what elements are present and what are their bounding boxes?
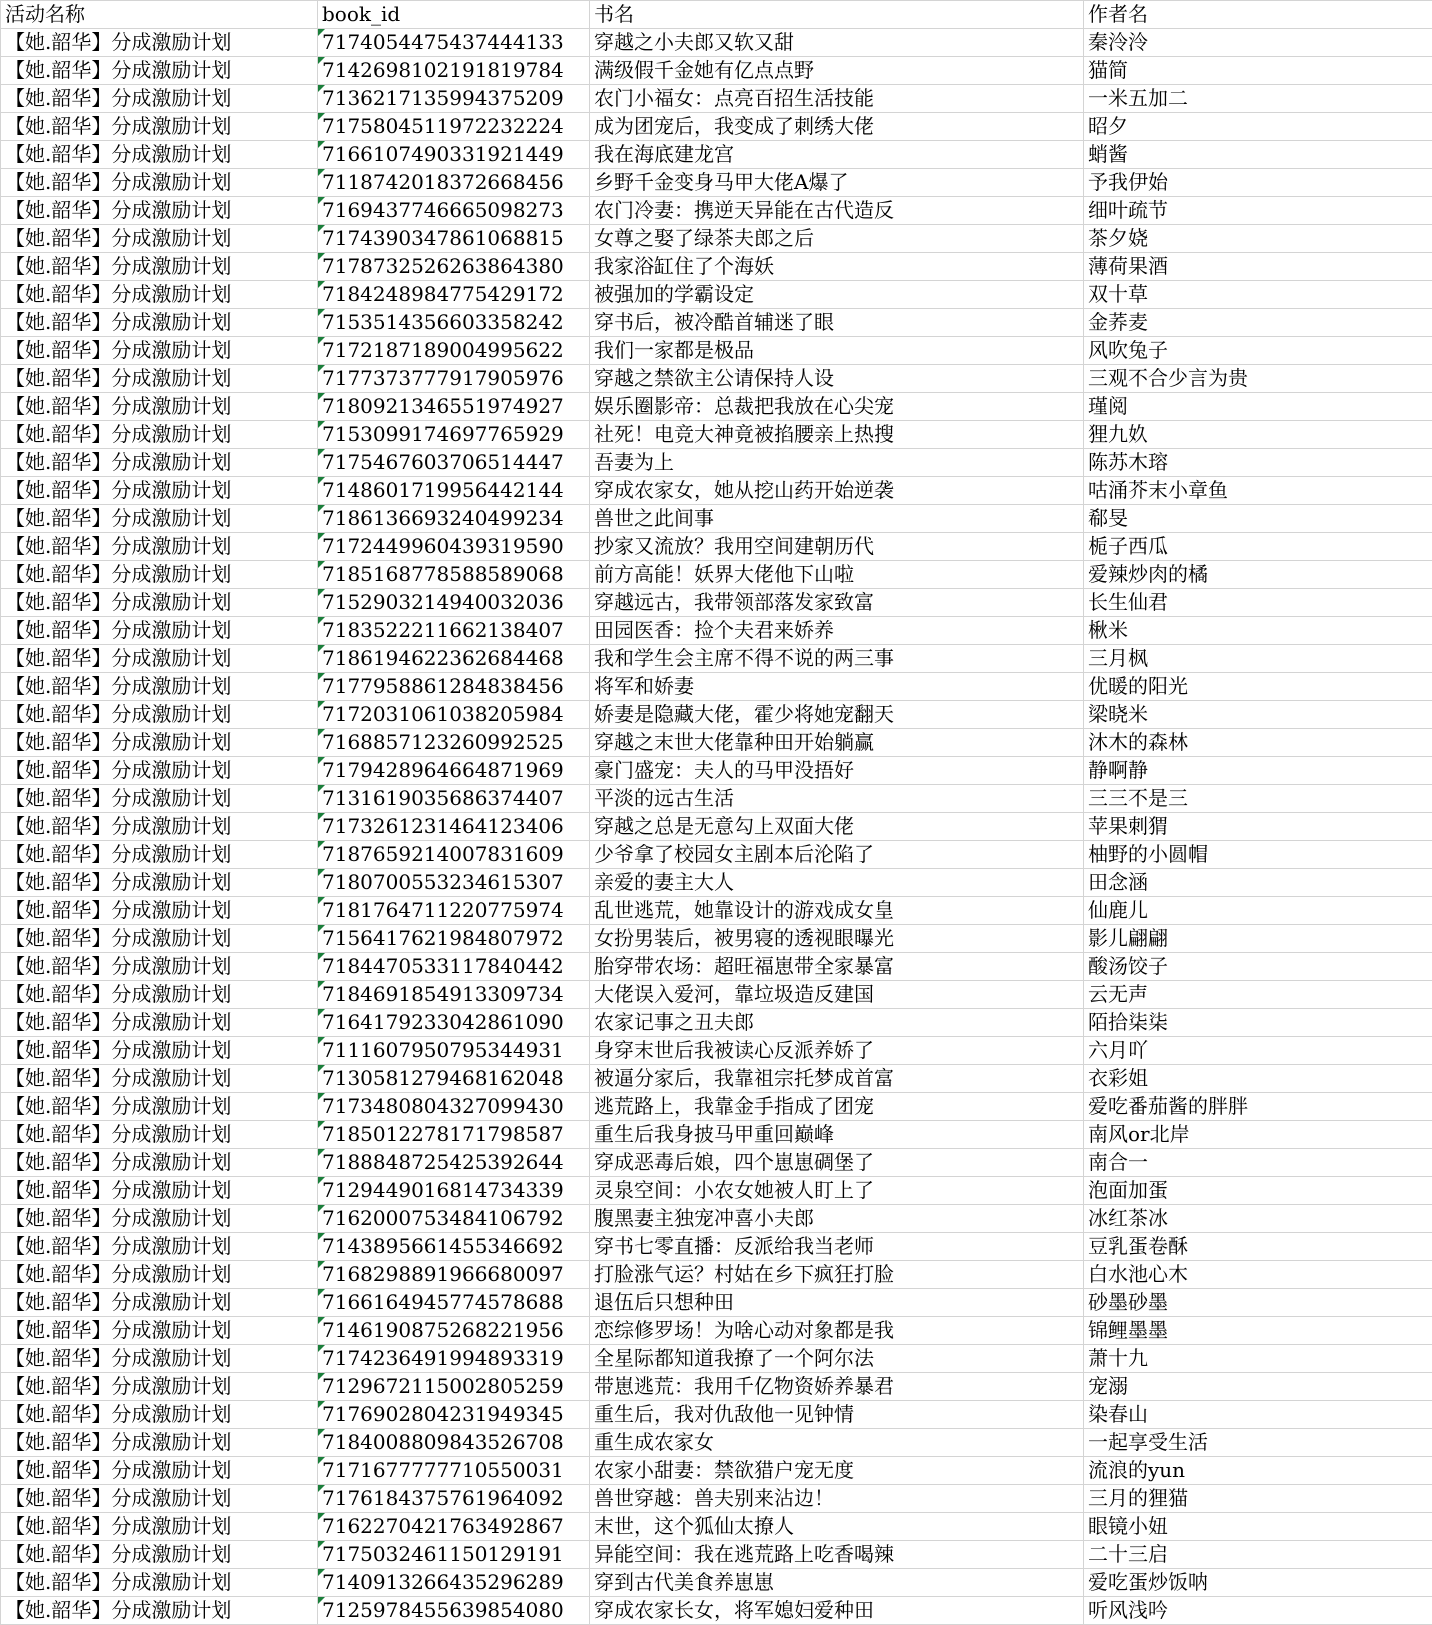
book-title-cell[interactable]: 农家小甜妻：禁欲猎户宠无度 <box>590 1457 1084 1485</box>
book-title-cell[interactable]: 社死！电竞大神竟被掐腰亲上热搜 <box>590 421 1084 449</box>
table-row <box>1 617 1432 645</box>
book-id-cell[interactable]: 7184248984775429172 <box>318 281 590 309</box>
activity-name-cell[interactable]: 【她.韶华】分成激励计划 <box>1 673 318 701</box>
activity-name-cell[interactable]: 【她.韶华】分成激励计划 <box>1 29 318 57</box>
book-id-cell[interactable]: 7153099174697765929 <box>318 421 590 449</box>
author-name-cell[interactable]: 泡面加蛋 <box>1084 1177 1432 1205</box>
book-title-cell[interactable]: 重生后我身披马甲重回巅峰 <box>590 1121 1084 1149</box>
book-id-cell[interactable]: 7174054475437444133 <box>318 29 590 57</box>
activity-name-cell[interactable]: 【她.韶华】分成激励计划 <box>1 1485 318 1513</box>
book-title-cell[interactable]: 我和学生会主席不得不说的两三事 <box>590 645 1084 673</box>
book-title-cell[interactable]: 成为团宠后，我变成了刺绣大佬 <box>590 113 1084 141</box>
activity-name-cell[interactable]: 【她.韶华】分成激励计划 <box>1 1065 318 1093</box>
table-row <box>1 1457 1432 1485</box>
book-id-cell[interactable]: 7118742018372668456 <box>318 169 590 197</box>
author-name-cell[interactable]: 蛸酱 <box>1084 141 1432 169</box>
author-name-cell[interactable]: 栀子西瓜 <box>1084 533 1432 561</box>
table-row <box>1 1541 1432 1569</box>
table-row <box>1 477 1432 505</box>
author-name-cell[interactable]: 爱辣炒肉的橘 <box>1084 561 1432 589</box>
author-name-cell[interactable]: 六月吖 <box>1084 1037 1432 1065</box>
author-name-cell[interactable]: 优暖的阳光 <box>1084 673 1432 701</box>
book-id-cell[interactable]: 7130581279468162048 <box>318 1065 590 1093</box>
book-title-cell[interactable]: 我家浴缸住了个海妖 <box>590 253 1084 281</box>
book-title-cell[interactable]: 农家记事之丑夫郎 <box>590 1009 1084 1037</box>
author-name-cell[interactable]: 瑾阅 <box>1084 393 1432 421</box>
table-row <box>1 1513 1432 1541</box>
table-body <box>1 29 1432 1625</box>
book-title-cell[interactable]: 穿书后，被冷酷首辅迷了眼 <box>590 309 1084 337</box>
activity-name-cell[interactable]: 【她.韶华】分成激励计划 <box>1 897 318 925</box>
book-title-cell[interactable]: 农门冷妻：携逆天异能在古代造反 <box>590 197 1084 225</box>
book-id-cell[interactable]: 7180700553234615307 <box>318 869 590 897</box>
table-row <box>1 813 1432 841</box>
author-name-cell[interactable]: 宠溺 <box>1084 1373 1432 1401</box>
author-name-cell[interactable]: 静啊静 <box>1084 757 1432 785</box>
table-row <box>1 673 1432 701</box>
table-row <box>1 1093 1432 1121</box>
table-row <box>1 561 1432 589</box>
author-name-cell[interactable]: 染春山 <box>1084 1401 1432 1429</box>
book-title-cell[interactable]: 带崽逃荒：我用千亿物资娇养暴君 <box>590 1373 1084 1401</box>
activity-name-cell[interactable]: 【她.韶华】分成激励计划 <box>1 1289 318 1317</box>
activity-name-cell[interactable]: 【她.韶华】分成激励计划 <box>1 701 318 729</box>
book-title-cell[interactable]: 少爷拿了校园女主剧本后沦陷了 <box>590 841 1084 869</box>
activity-name-cell[interactable]: 【她.韶华】分成激励计划 <box>1 1121 318 1149</box>
activity-name-cell[interactable]: 【她.韶华】分成激励计划 <box>1 589 318 617</box>
book-id-cell[interactable]: 7174236491994893319 <box>318 1345 590 1373</box>
table-row <box>1 981 1432 1009</box>
author-name-cell[interactable]: 一起享受生活 <box>1084 1429 1432 1457</box>
table-row <box>1 141 1432 169</box>
author-name-cell[interactable]: 豆乳蛋卷酥 <box>1084 1233 1432 1261</box>
table-row <box>1 729 1432 757</box>
table-row <box>1 701 1432 729</box>
book-title-cell[interactable]: 打脸涨气运？村姑在乡下疯狂打脸 <box>590 1261 1084 1289</box>
author-name-cell[interactable]: 薄荷果酒 <box>1084 253 1432 281</box>
author-name-cell[interactable]: 细叶疏节 <box>1084 197 1432 225</box>
activity-name-cell[interactable]: 【她.韶华】分成激励计划 <box>1 645 318 673</box>
table-row <box>1 253 1432 281</box>
activity-name-cell[interactable]: 【她.韶华】分成激励计划 <box>1 869 318 897</box>
activity-name-cell[interactable]: 【她.韶华】分成激励计划 <box>1 1429 318 1457</box>
activity-name-cell[interactable]: 【她.韶华】分成激励计划 <box>1 365 318 393</box>
book-title-cell[interactable]: 娱乐圈影帝：总裁把我放在心尖宠 <box>590 393 1084 421</box>
author-name-cell[interactable]: 长生仙君 <box>1084 589 1432 617</box>
book-title-cell[interactable]: 乱世逃荒，她靠设计的游戏成女皇 <box>590 897 1084 925</box>
book-id-cell[interactable]: 7169437746665098273 <box>318 197 590 225</box>
author-name-cell[interactable]: 流浪的yun <box>1084 1457 1432 1485</box>
book-id-cell[interactable]: 7185168778588589068 <box>318 561 590 589</box>
table-row <box>1 645 1432 673</box>
book-title-cell[interactable]: 穿成农家女，她从挖山药开始逆袭 <box>590 477 1084 505</box>
book-id-cell[interactable]: 7172031061038205984 <box>318 701 590 729</box>
author-name-cell[interactable]: 昭夕 <box>1084 113 1432 141</box>
table-row <box>1 1121 1432 1149</box>
book-id-cell[interactable]: 7185012278171798587 <box>318 1121 590 1149</box>
book-title-cell[interactable]: 穿越之小夫郎又软又甜 <box>590 29 1084 57</box>
book-id-cell[interactable]: 7172187189004995622 <box>318 337 590 365</box>
book-id-cell[interactable]: 7184470533117840442 <box>318 953 590 981</box>
activity-name-cell[interactable]: 【她.韶华】分成激励计划 <box>1 141 318 169</box>
book-title-cell[interactable]: 穿成恶毒后娘，四个崽崽碉堡了 <box>590 1149 1084 1177</box>
table-row <box>1 1597 1432 1625</box>
activity-name-cell[interactable]: 【她.韶华】分成激励计划 <box>1 617 318 645</box>
author-name-cell[interactable]: 听风浅吟 <box>1084 1597 1432 1625</box>
book-title-cell[interactable]: 身穿末世后我被读心反派养娇了 <box>590 1037 1084 1065</box>
author-name-cell[interactable]: 秦泠泠 <box>1084 29 1432 57</box>
book-title-cell[interactable]: 田园医香：捡个夫君来娇养 <box>590 617 1084 645</box>
book-title-cell[interactable]: 异能空间：我在逃荒路上吃香喝辣 <box>590 1541 1084 1569</box>
book-title-cell[interactable]: 满级假千金她有亿点点野 <box>590 57 1084 85</box>
book-id-cell[interactable]: 7168298891966680097 <box>318 1261 590 1289</box>
table-row <box>1 897 1432 925</box>
book-title-cell[interactable]: 被强加的学霸设定 <box>590 281 1084 309</box>
table-row <box>1 281 1432 309</box>
book-title-cell[interactable]: 穿越之禁欲主公请保持人设 <box>590 365 1084 393</box>
book-id-cell[interactable]: 7175804511972232224 <box>318 113 590 141</box>
book-id-cell[interactable]: 7177373777917905976 <box>318 365 590 393</box>
activity-name-cell[interactable]: 【她.韶华】分成激励计划 <box>1 1261 318 1289</box>
book-title-cell[interactable]: 穿书七零直播：反派给我当老师 <box>590 1233 1084 1261</box>
table-row <box>1 57 1432 85</box>
activity-name-cell[interactable]: 【她.韶华】分成激励计划 <box>1 281 318 309</box>
author-name-cell[interactable]: 锦鲤墨墨 <box>1084 1317 1432 1345</box>
activity-name-cell[interactable]: 【她.韶华】分成激励计划 <box>1 1513 318 1541</box>
book-title-cell[interactable]: 我在海底建龙宫 <box>590 141 1084 169</box>
book-title-cell[interactable]: 农门小福女：点亮百招生活技能 <box>590 85 1084 113</box>
book-id-cell[interactable]: 7178732526263864380 <box>318 253 590 281</box>
book-id-cell[interactable]: 7156417621984807972 <box>318 925 590 953</box>
book-id-cell[interactable]: 7177958861284838456 <box>318 673 590 701</box>
book-id-cell[interactable]: 7142698102191819784 <box>318 57 590 85</box>
author-name-cell[interactable]: 三三不是三 <box>1084 785 1432 813</box>
author-name-cell[interactable]: 爱吃蛋炒饭呐 <box>1084 1569 1432 1597</box>
table-row <box>1 757 1432 785</box>
book-title-cell[interactable]: 前方高能！妖界大佬他下山啦 <box>590 561 1084 589</box>
author-name-cell[interactable]: 咕涌芥末小章鱼 <box>1084 477 1432 505</box>
table-row <box>1 1261 1432 1289</box>
author-name-cell[interactable]: 三观不合少言为贵 <box>1084 365 1432 393</box>
book-title-cell[interactable]: 穿越远古，我带领部落发家致富 <box>590 589 1084 617</box>
book-id-cell[interactable]: 7146190875268221956 <box>318 1317 590 1345</box>
book-title-cell[interactable]: 豪门盛宠：夫人的马甲没捂好 <box>590 757 1084 785</box>
book-id-cell[interactable]: 7125978455639854080 <box>318 1597 590 1625</box>
book-id-cell[interactable]: 7166107490331921449 <box>318 141 590 169</box>
table-row <box>1 589 1432 617</box>
book-id-cell[interactable]: 7184008809843526708 <box>318 1429 590 1457</box>
activity-name-cell[interactable]: 【她.韶华】分成激励计划 <box>1 309 318 337</box>
book-id-cell[interactable]: 7168857123260992525 <box>318 729 590 757</box>
activity-name-cell[interactable]: 【她.韶华】分成激励计划 <box>1 1373 318 1401</box>
author-name-cell[interactable]: 冰红茶冰 <box>1084 1205 1432 1233</box>
book-title-cell[interactable]: 穿越之末世大佬靠种田开始躺赢 <box>590 729 1084 757</box>
activity-name-cell[interactable]: 【她.韶华】分成激励计划 <box>1 337 318 365</box>
activity-name-cell[interactable]: 【她.韶华】分成激励计划 <box>1 449 318 477</box>
activity-name-cell[interactable]: 【她.韶华】分成激励计划 <box>1 925 318 953</box>
activity-name-cell[interactable]: 【她.韶华】分成激励计划 <box>1 1345 318 1373</box>
table-row <box>1 1429 1432 1457</box>
author-name-cell[interactable]: 一米五加二 <box>1084 85 1432 113</box>
author-name-cell[interactable]: 梁晓米 <box>1084 701 1432 729</box>
activity-name-cell[interactable]: 【她.韶华】分成激励计划 <box>1 477 318 505</box>
book-title-cell[interactable]: 重生后，我对仇敌他一见钟情 <box>590 1401 1084 1429</box>
book-id-cell[interactable]: 7171677777710550031 <box>318 1457 590 1485</box>
book-id-cell[interactable]: 7175467603706514447 <box>318 449 590 477</box>
book-id-cell[interactable]: 7184691854913309734 <box>318 981 590 1009</box>
book-id-cell[interactable]: 7180921346551974927 <box>318 393 590 421</box>
author-name-cell[interactable]: 眼镜小妞 <box>1084 1513 1432 1541</box>
book-title-cell[interactable]: 我们一家都是极品 <box>590 337 1084 365</box>
book-id-cell[interactable]: 7111607950795344931 <box>318 1037 590 1065</box>
activity-name-cell[interactable]: 【她.韶华】分成激励计划 <box>1 253 318 281</box>
activity-name-cell[interactable]: 【她.韶华】分成激励计划 <box>1 561 318 589</box>
author-name-cell[interactable]: 沐木的森林 <box>1084 729 1432 757</box>
book-title-cell[interactable]: 全星际都知道我撩了一个阿尔法 <box>590 1345 1084 1373</box>
table-row <box>1 29 1432 57</box>
book-id-cell[interactable]: 7187659214007831609 <box>318 841 590 869</box>
book-id-cell[interactable]: 7164179233042861090 <box>318 1009 590 1037</box>
table-row <box>1 1149 1432 1177</box>
author-name-cell[interactable]: 南合一 <box>1084 1149 1432 1177</box>
author-name-cell[interactable]: 双十草 <box>1084 281 1432 309</box>
table-row <box>1 337 1432 365</box>
activity-name-cell[interactable]: 【她.韶华】分成激励计划 <box>1 1149 318 1177</box>
book-id-cell[interactable]: 7162000753484106792 <box>318 1205 590 1233</box>
book-title-cell[interactable]: 穿越之总是无意勾上双面大佬 <box>590 813 1084 841</box>
table-row <box>1 785 1432 813</box>
activity-name-cell[interactable]: 【她.韶华】分成激励计划 <box>1 757 318 785</box>
book-title-cell[interactable]: 女尊之娶了绿茶夫郎之后 <box>590 225 1084 253</box>
author-name-cell[interactable]: 三月的狸猫 <box>1084 1485 1432 1513</box>
activity-name-cell[interactable]: 【她.韶华】分成激励计划 <box>1 85 318 113</box>
book-title-cell[interactable]: 穿到古代美食养崽崽 <box>590 1569 1084 1597</box>
activity-name-cell[interactable]: 【她.韶华】分成激励计划 <box>1 1317 318 1345</box>
author-name-cell[interactable]: 仙鹿儿 <box>1084 897 1432 925</box>
book-id-cell[interactable]: 7173261231464123406 <box>318 813 590 841</box>
activity-name-cell[interactable]: 【她.韶华】分成激励计划 <box>1 113 318 141</box>
column-header-book-title[interactable]: 书名 <box>590 1 1084 29</box>
table-row <box>1 393 1432 421</box>
book-title-cell[interactable]: 恋综修罗场！为啥心动对象都是我 <box>590 1317 1084 1345</box>
activity-name-cell[interactable]: 【她.韶华】分成激励计划 <box>1 1177 318 1205</box>
author-name-cell[interactable]: 云无声 <box>1084 981 1432 1009</box>
activity-name-cell[interactable]: 【她.韶华】分成激励计划 <box>1 197 318 225</box>
activity-name-cell[interactable]: 【她.韶华】分成激励计划 <box>1 393 318 421</box>
activity-name-cell[interactable]: 【她.韶华】分成激励计划 <box>1 841 318 869</box>
book-title-cell[interactable]: 吾妻为上 <box>590 449 1084 477</box>
author-name-cell[interactable]: 爱吃番茄酱的胖胖 <box>1084 1093 1432 1121</box>
book-id-cell[interactable]: 7153514356603358242 <box>318 309 590 337</box>
table-row <box>1 113 1432 141</box>
table-row <box>1 1177 1432 1205</box>
book-title-cell[interactable]: 逃荒路上，我靠金手指成了团宠 <box>590 1093 1084 1121</box>
author-name-cell[interactable]: 南风or北岸 <box>1084 1121 1432 1149</box>
activity-name-cell[interactable]: 【她.韶华】分成激励计划 <box>1 1597 318 1625</box>
activity-name-cell[interactable]: 【她.韶华】分成激励计划 <box>1 57 318 85</box>
book-id-cell[interactable]: 7152903214940032036 <box>318 589 590 617</box>
header-row <box>1 1 1432 29</box>
table-row <box>1 841 1432 869</box>
table-row <box>1 1373 1432 1401</box>
book-id-cell[interactable]: 7148601719956442144 <box>318 477 590 505</box>
book-title-cell[interactable]: 兽世之此间事 <box>590 505 1084 533</box>
table-row <box>1 1289 1432 1317</box>
author-name-cell[interactable]: 予我伊始 <box>1084 169 1432 197</box>
book-title-cell[interactable]: 兽世穿越：兽夫别来沾边！ <box>590 1485 1084 1513</box>
table-row <box>1 225 1432 253</box>
table-row <box>1 169 1432 197</box>
book-id-cell[interactable]: 7175032461150129191 <box>318 1541 590 1569</box>
author-name-cell[interactable]: 影儿翩翩 <box>1084 925 1432 953</box>
author-name-cell[interactable]: 苹果刺猬 <box>1084 813 1432 841</box>
author-name-cell[interactable]: 金荞麦 <box>1084 309 1432 337</box>
book-id-cell[interactable]: 7181764711220775974 <box>318 897 590 925</box>
column-header-author-name[interactable]: 作者名 <box>1084 1 1432 29</box>
author-name-cell[interactable]: 三月枫 <box>1084 645 1432 673</box>
author-name-cell[interactable]: 田念涵 <box>1084 869 1432 897</box>
book-title-cell[interactable]: 腹黑妻主独宠冲喜小夫郎 <box>590 1205 1084 1233</box>
book-id-cell[interactable]: 7166164945774578688 <box>318 1289 590 1317</box>
table-row <box>1 1037 1432 1065</box>
book-title-cell[interactable]: 灵泉空间：小农女她被人盯上了 <box>590 1177 1084 1205</box>
book-title-cell[interactable]: 被逼分家后，我靠祖宗托梦成首富 <box>590 1065 1084 1093</box>
author-name-cell[interactable]: 陈苏木瑢 <box>1084 449 1432 477</box>
book-id-cell[interactable]: 7140913266435296289 <box>318 1569 590 1597</box>
table-row <box>1 1345 1432 1373</box>
book-title-cell[interactable]: 胎穿带农场：超旺福崽带全家暴富 <box>590 953 1084 981</box>
table-row <box>1 505 1432 533</box>
author-name-cell[interactable]: 酸汤饺子 <box>1084 953 1432 981</box>
author-name-cell[interactable]: 楸米 <box>1084 617 1432 645</box>
activity-name-cell[interactable]: 【她.韶华】分成激励计划 <box>1 1541 318 1569</box>
book-id-cell[interactable]: 7179428964664871969 <box>318 757 590 785</box>
book-id-cell[interactable]: 7129449016814734339 <box>318 1177 590 1205</box>
book-title-cell[interactable]: 大佬误入爱河，靠垃圾造反建国 <box>590 981 1084 1009</box>
activity-name-cell[interactable]: 【她.韶华】分成激励计划 <box>1 1205 318 1233</box>
activity-name-cell[interactable]: 【她.韶华】分成激励计划 <box>1 785 318 813</box>
book-id-cell[interactable]: 7162270421763492867 <box>318 1513 590 1541</box>
activity-name-cell[interactable]: 【她.韶华】分成激励计划 <box>1 225 318 253</box>
activity-name-cell[interactable]: 【她.韶华】分成激励计划 <box>1 533 318 561</box>
author-name-cell[interactable]: 茶夕娆 <box>1084 225 1432 253</box>
table-row <box>1 1009 1432 1037</box>
activity-name-cell[interactable]: 【她.韶华】分成激励计划 <box>1 953 318 981</box>
author-name-cell[interactable]: 猫简 <box>1084 57 1432 85</box>
table-row <box>1 1569 1432 1597</box>
book-id-cell[interactable]: 7186136693240499234 <box>318 505 590 533</box>
table-row <box>1 309 1432 337</box>
author-name-cell[interactable]: 砂墨砂墨 <box>1084 1289 1432 1317</box>
book-title-cell[interactable]: 将军和娇妻 <box>590 673 1084 701</box>
activity-name-cell[interactable]: 【她.韶华】分成激励计划 <box>1 1233 318 1261</box>
book-title-cell[interactable]: 重生成农家女 <box>590 1429 1084 1457</box>
book-id-cell[interactable]: 7176184375761964092 <box>318 1485 590 1513</box>
table-row <box>1 1317 1432 1345</box>
activity-name-cell[interactable]: 【她.韶华】分成激励计划 <box>1 421 318 449</box>
book-title-cell[interactable]: 穿成农家长女，将军媳妇爱种田 <box>590 1597 1084 1625</box>
book-id-cell[interactable]: 7188848725425392644 <box>318 1149 590 1177</box>
book-title-cell[interactable]: 娇妻是隐藏大佬，霍少将她宠翻天 <box>590 701 1084 729</box>
book-id-cell[interactable]: 7143895661455346692 <box>318 1233 590 1261</box>
author-name-cell[interactable]: 风吹兔子 <box>1084 337 1432 365</box>
book-id-cell[interactable]: 7131619035686374407 <box>318 785 590 813</box>
author-name-cell[interactable]: 柚野的小圆帽 <box>1084 841 1432 869</box>
book-id-cell[interactable]: 7183522211662138407 <box>318 617 590 645</box>
author-name-cell[interactable]: 陌拾柒柒 <box>1084 1009 1432 1037</box>
table-row <box>1 421 1432 449</box>
table-row <box>1 1065 1432 1093</box>
book-title-cell[interactable]: 亲爱的妻主大人 <box>590 869 1084 897</box>
activity-name-cell[interactable]: 【她.韶华】分成激励计划 <box>1 1401 318 1429</box>
book-title-cell[interactable]: 乡野千金变身马甲大佬A爆了 <box>590 169 1084 197</box>
activity-name-cell[interactable]: 【她.韶华】分成激励计划 <box>1 1093 318 1121</box>
table-row <box>1 365 1432 393</box>
activity-name-cell[interactable]: 【她.韶华】分成激励计划 <box>1 729 318 757</box>
author-name-cell[interactable]: 二十三启 <box>1084 1541 1432 1569</box>
table-row <box>1 925 1432 953</box>
activity-name-cell[interactable]: 【她.韶华】分成激励计划 <box>1 169 318 197</box>
book-id-cell[interactable]: 7136217135994375209 <box>318 85 590 113</box>
activity-name-cell[interactable]: 【她.韶华】分成激励计划 <box>1 813 318 841</box>
table-row <box>1 197 1432 225</box>
table-row <box>1 85 1432 113</box>
activity-name-cell[interactable]: 【她.韶华】分成激励计划 <box>1 505 318 533</box>
author-name-cell[interactable]: 狸九奺 <box>1084 421 1432 449</box>
author-name-cell[interactable]: 郗旻 <box>1084 505 1432 533</box>
author-name-cell[interactable]: 衣彩姐 <box>1084 1065 1432 1093</box>
book-title-cell[interactable]: 末世，这个狐仙太撩人 <box>590 1513 1084 1541</box>
book-id-cell[interactable]: 7174390347861068815 <box>318 225 590 253</box>
table-row <box>1 449 1432 477</box>
table-row <box>1 1485 1432 1513</box>
book-id-cell[interactable]: 7129672115002805259 <box>318 1373 590 1401</box>
table-row <box>1 1205 1432 1233</box>
author-name-cell[interactable]: 白水池心木 <box>1084 1261 1432 1289</box>
table-row <box>1 1401 1432 1429</box>
table-row <box>1 869 1432 897</box>
column-header-book-id[interactable]: book_id <box>318 1 590 29</box>
table-row <box>1 1233 1432 1261</box>
book-title-cell[interactable]: 退伍后只想种田 <box>590 1289 1084 1317</box>
book-id-cell[interactable]: 7176902804231949345 <box>318 1401 590 1429</box>
table-row <box>1 533 1432 561</box>
column-header-activity-name[interactable]: 活动名称 <box>1 1 318 29</box>
table-row <box>1 953 1432 981</box>
book-id-cell[interactable]: 7173480804327099430 <box>318 1093 590 1121</box>
author-name-cell[interactable]: 萧十九 <box>1084 1345 1432 1373</box>
book-title-cell[interactable]: 平淡的远古生活 <box>590 785 1084 813</box>
book-id-cell[interactable]: 7172449960439319590 <box>318 533 590 561</box>
activity-name-cell[interactable]: 【她.韶华】分成激励计划 <box>1 1569 318 1597</box>
activity-name-cell[interactable]: 【她.韶华】分成激励计划 <box>1 1009 318 1037</box>
book-title-cell[interactable]: 女扮男装后，被男寝的透视眼曝光 <box>590 925 1084 953</box>
activity-name-cell[interactable]: 【她.韶华】分成激励计划 <box>1 1457 318 1485</box>
activity-name-cell[interactable]: 【她.韶华】分成激励计划 <box>1 981 318 1009</box>
book-title-cell[interactable]: 抄家又流放？我用空间建朝历代 <box>590 533 1084 561</box>
activity-name-cell[interactable]: 【她.韶华】分成激励计划 <box>1 1037 318 1065</box>
book-id-cell[interactable]: 7186194622362684468 <box>318 645 590 673</box>
